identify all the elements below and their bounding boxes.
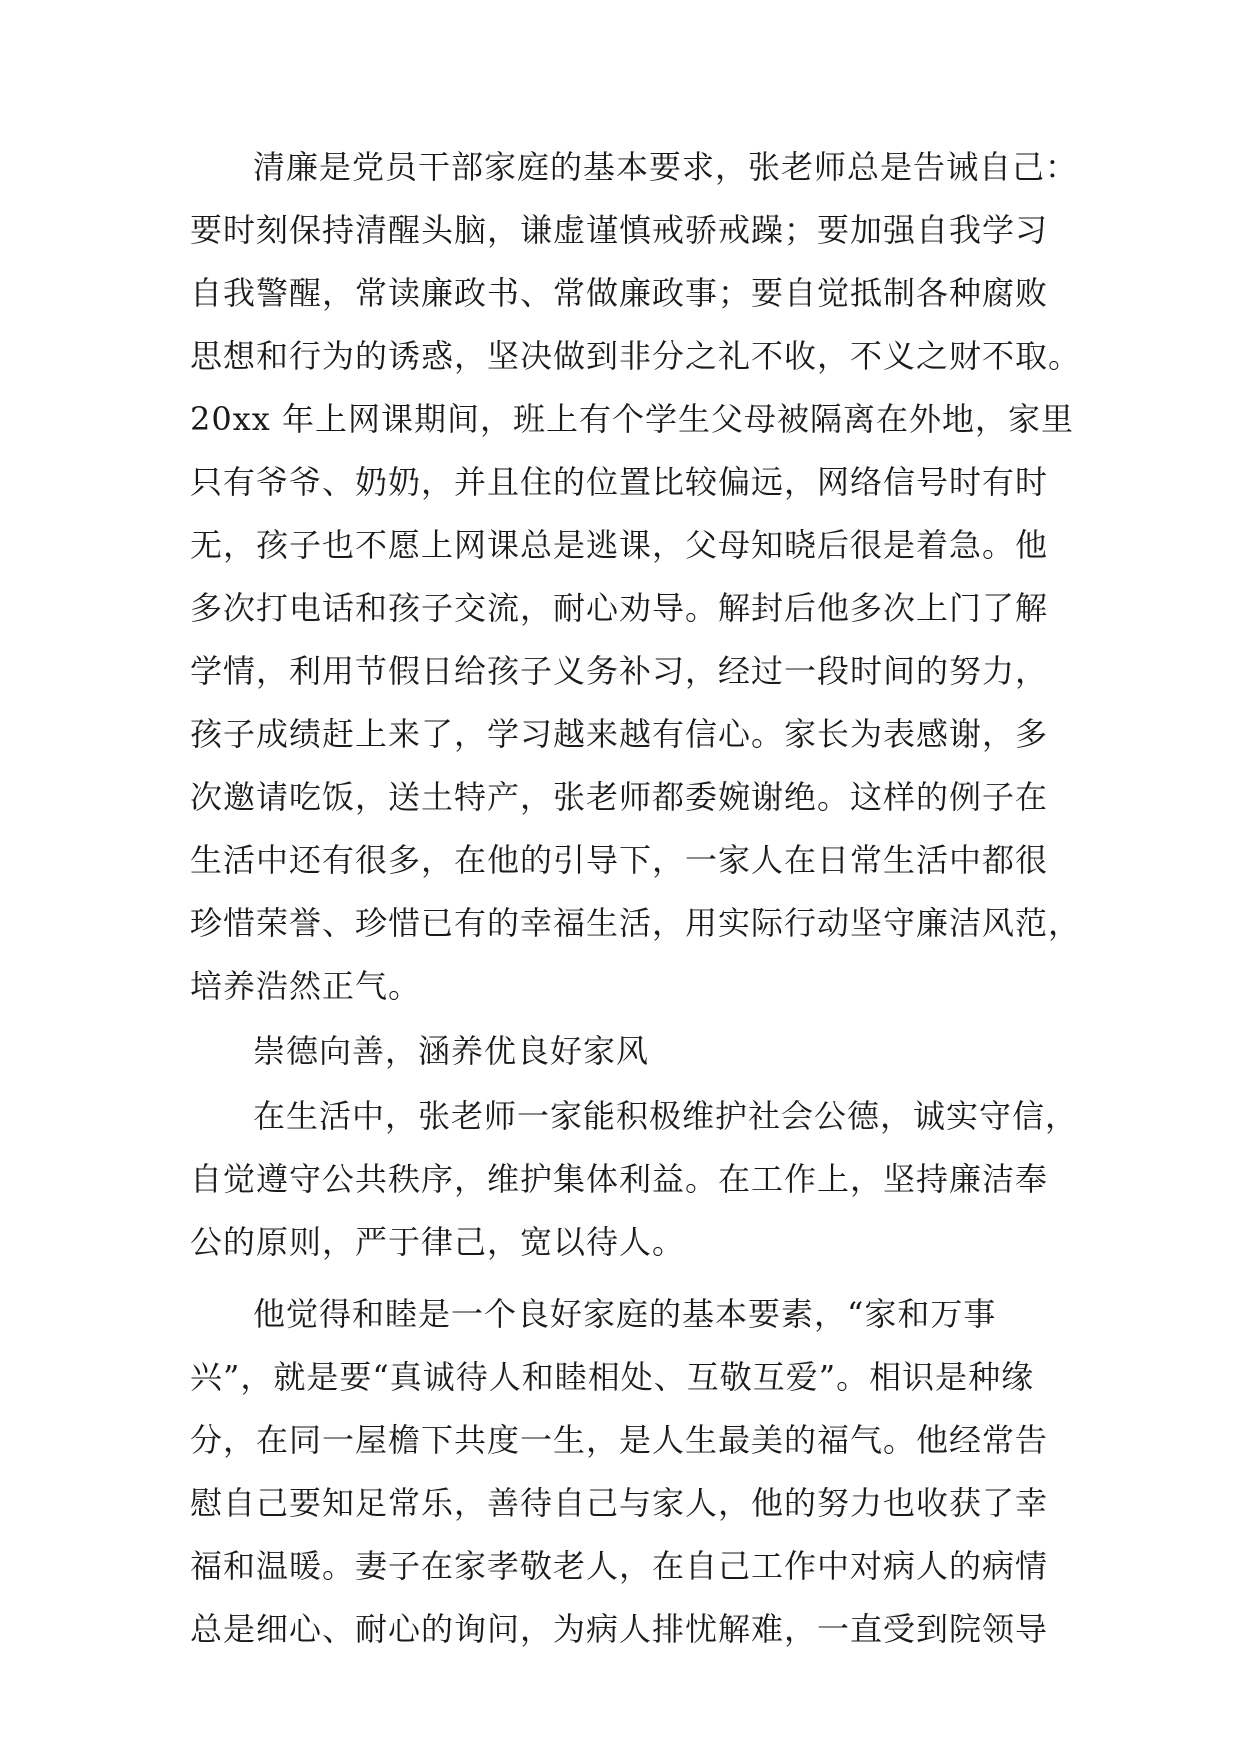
paragraph-1-line-12: 生活中还有很多，在他的引导下，一家人在日常生活中都很: [190, 841, 1049, 879]
paragraph-3-line-3: 分，在同一屋檐下共度一生，是人生最美的福气。他经常告: [190, 1421, 1049, 1459]
paragraph-3-line-5: 福和温暖。妻子在家孝敬老人，在自己工作中对病人的病情: [190, 1547, 1049, 1585]
section-heading: 崇德向善，涵养优良好家风: [253, 1032, 650, 1070]
paragraph-2-line-3: 公的原则，严于律己，宽以待人。: [190, 1223, 686, 1261]
paragraph-1-line-7: 无，孩子也不愿上网课总是逃课，父母知晓后很是着急。他: [190, 526, 1049, 564]
paragraph-1-line-5: 20xx 年上网课期间，班上有个学生父母被隔离在外地，家里: [190, 400, 1074, 438]
paragraph-1-line-10: 孩子成绩赶上来了，学习越来越有信心。家长为表感谢，多: [190, 715, 1049, 753]
paragraph-3-line-6: 总是细心、耐心的询问，为病人排忧解难，一直受到院领导: [190, 1610, 1049, 1648]
paragraph-3-line-1: 他觉得和睦是一个良好家庭的基本要素，“家和万事: [253, 1295, 997, 1333]
paragraph-1-line-3: 自我警醒，常读廉政书、常做廉政事；要自觉抵制各种腐败: [190, 274, 1049, 312]
paragraph-1-line-9: 学情，利用节假日给孩子义务补习，经过一段时间的努力，: [190, 652, 1049, 690]
paragraph-1-line-11: 次邀请吃饭，送土特产，张老师都委婉谢绝。这样的例子在: [190, 778, 1049, 816]
paragraph-1-line-6: 只有爷爷、奶奶，并且住的位置比较偏远，网络信号时有时: [190, 463, 1049, 501]
paragraph-1-line-2: 要时刻保持清醒头脑，谦虚谨慎戒骄戒躁；要加强自我学习: [190, 211, 1049, 249]
paragraph-1-line-1: 清廉是党员干部家庭的基本要求，张老师总是告诫自己：: [253, 148, 1079, 186]
paragraph-1-line-13: 珍惜荣誉、珍惜已有的幸福生活，用实际行动坚守廉洁风范，: [190, 904, 1082, 942]
paragraph-2-line-1: 在生活中，张老师一家能积极维护社会公德，诚实守信，: [253, 1097, 1079, 1135]
paragraph-3-line-4: 慰自己要知足常乐，善待自己与家人，他的努力也收获了幸: [190, 1484, 1049, 1522]
paragraph-2-line-2: 自觉遵守公共秩序，维护集体利益。在工作上，坚持廉洁奉: [190, 1160, 1049, 1198]
paragraph-1-line-4: 思想和行为的诱惑，坚决做到非分之礼不收，不义之财不取。: [190, 337, 1082, 375]
paragraph-3-line-2: 兴”，就是要“真诚待人和睦相处、互敬互爱”。相识是种缘: [190, 1358, 1035, 1396]
paragraph-1-line-14: 培养浩然正气。: [190, 967, 422, 1005]
paragraph-1-line-8: 多次打电话和孩子交流，耐心劝导。解封后他多次上门了解: [190, 589, 1049, 627]
